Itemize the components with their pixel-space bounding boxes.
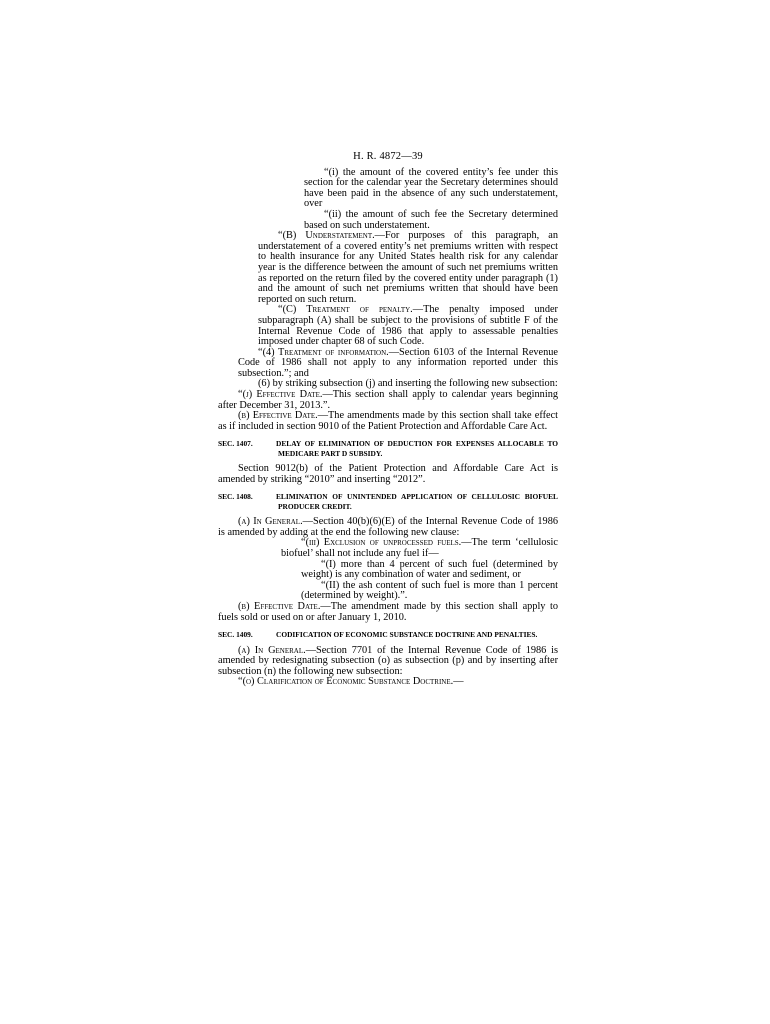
paragraph xyxy=(218,411,558,432)
paragraph-text: —For purposes of this paragraph, an understatement of a covered entity’s net premiums written with respect to health insurance for any United States health risk for any calendar year is the difference between the amount of such net premiums written as reported on the return filed by the covered entity under paragraph (1) and the amount of such net premiums written that should have been reported on such return. xyxy=(258,230,558,305)
section-number: SEC. 1409. xyxy=(218,630,253,640)
paragraph xyxy=(218,231,558,305)
section-number: SEC. 1407. xyxy=(218,439,253,449)
paragraph xyxy=(218,348,558,380)
paragraph xyxy=(218,168,558,210)
paragraph-heading: “(iii) Exclusion of unprocessed fuels. xyxy=(301,537,462,549)
paragraph-text: —The term ‘cellulosic biofuel’ shall not include any fuel if— xyxy=(281,537,558,560)
section-heading xyxy=(218,439,558,458)
document-page xyxy=(218,152,558,688)
paragraph xyxy=(218,517,558,538)
paragraph xyxy=(218,210,558,231)
paragraph-text: (6) by striking subsection (j) and inserting the following new subsection: xyxy=(258,378,558,390)
section-title: ELIMINATION OF UNINTENDED APPLICATION OF CELLULOSIC BIOFUEL PRODUCER CREDIT. xyxy=(276,492,558,511)
paragraph-text: “(II) the ash content of such fuel is more than 1 percent (determined by weight).”. xyxy=(301,579,558,602)
paragraph xyxy=(218,602,558,623)
section-heading xyxy=(218,630,558,639)
page-header: H. R. 4872—39 xyxy=(353,151,423,162)
paragraph xyxy=(218,538,558,559)
paragraph xyxy=(218,464,558,485)
section-heading xyxy=(218,492,558,511)
paragraph xyxy=(218,646,558,678)
paragraph-heading: (a) In General. xyxy=(238,516,303,528)
section-title: CODIFICATION OF ECONOMIC SUBSTANCE DOCTRINE AND PENALTIES. xyxy=(276,630,538,640)
paragraph-text: Section 9012(b) of the Patient Protection and Affordable Care Act is amended by striking “2010” and inserting “2012”. xyxy=(218,463,558,485)
paragraph xyxy=(218,390,558,411)
paragraph-heading: “(j) Effective Date. xyxy=(238,389,323,401)
paragraph-heading: “(4) Treatment of information. xyxy=(258,346,389,358)
paragraph xyxy=(218,560,558,581)
paragraph-text: —Section 6103 of the Internal Revenue Code of 1986 shall not apply to any information reported under this subsection.”; and xyxy=(238,346,558,379)
section-number: SEC. 1408. xyxy=(218,492,253,502)
paragraph-text: —The amendments made by this section shall take effect as if included in section 9010 of the Patient Protection and Affordable Care Act. xyxy=(218,410,558,432)
paragraph-heading: “(C) Treatment of penalty. xyxy=(278,304,413,316)
paragraph-text: “(i) the amount of the covered entity’s fee under this section for the calendar year the Secretary determines should have been paid in the absence of any such understatement, over xyxy=(304,166,558,210)
paragraph xyxy=(218,677,558,688)
document-body xyxy=(218,168,558,688)
paragraph-heading: “(o) Clarification of Economic Substance Doctrine. xyxy=(238,676,454,688)
paragraph-text: “(I) more than 4 percent of such fuel (determined by weight) is any combination of water and sediment, or xyxy=(301,558,558,581)
paragraph-text: —The amendment made by this section shall apply to fuels sold or used on or after January 1, 2010. xyxy=(218,601,558,623)
paragraph-text: —Section 40(b)(6)(E) of the Internal Revenue Code of 1986 is amended by adding at the end the following new clause: xyxy=(218,516,558,538)
paragraph-heading: (b) Effective Date. xyxy=(238,601,321,612)
paragraph-text: — xyxy=(453,676,464,688)
paragraph-heading: (a) In General. xyxy=(238,644,306,656)
paragraph-heading: (b) Effective Date. xyxy=(238,410,318,422)
paragraph-text: —Section 7701 of the Internal Revenue Code of 1986 is amended by redesignating subsection (o) as subsection (p) and by inserting after subsection (n) the following new subsection: xyxy=(218,644,558,677)
paragraph-text: —The penalty imposed under subparagraph (A) shall be subject to the provisions of subtitle F of the Internal Revenue Code of 1986 that apply to assessable penalties imposed under chapter 68 of such Code. xyxy=(258,304,558,348)
paragraph-heading: “(B) Understatement. xyxy=(278,230,375,242)
section-title: DELAY OF ELIMINATION OF DEDUCTION FOR EXPENSES ALLOCABLE TO MEDICARE PART D SUBSIDY. xyxy=(276,439,558,458)
paragraph-text: —This section shall apply to calendar years beginning after December 31, 2013.”. xyxy=(218,389,558,411)
paragraph xyxy=(218,305,558,347)
paragraph xyxy=(218,581,558,602)
paragraph-text: “(ii) the amount of such fee the Secretary determined based on such understatement. xyxy=(304,208,558,231)
